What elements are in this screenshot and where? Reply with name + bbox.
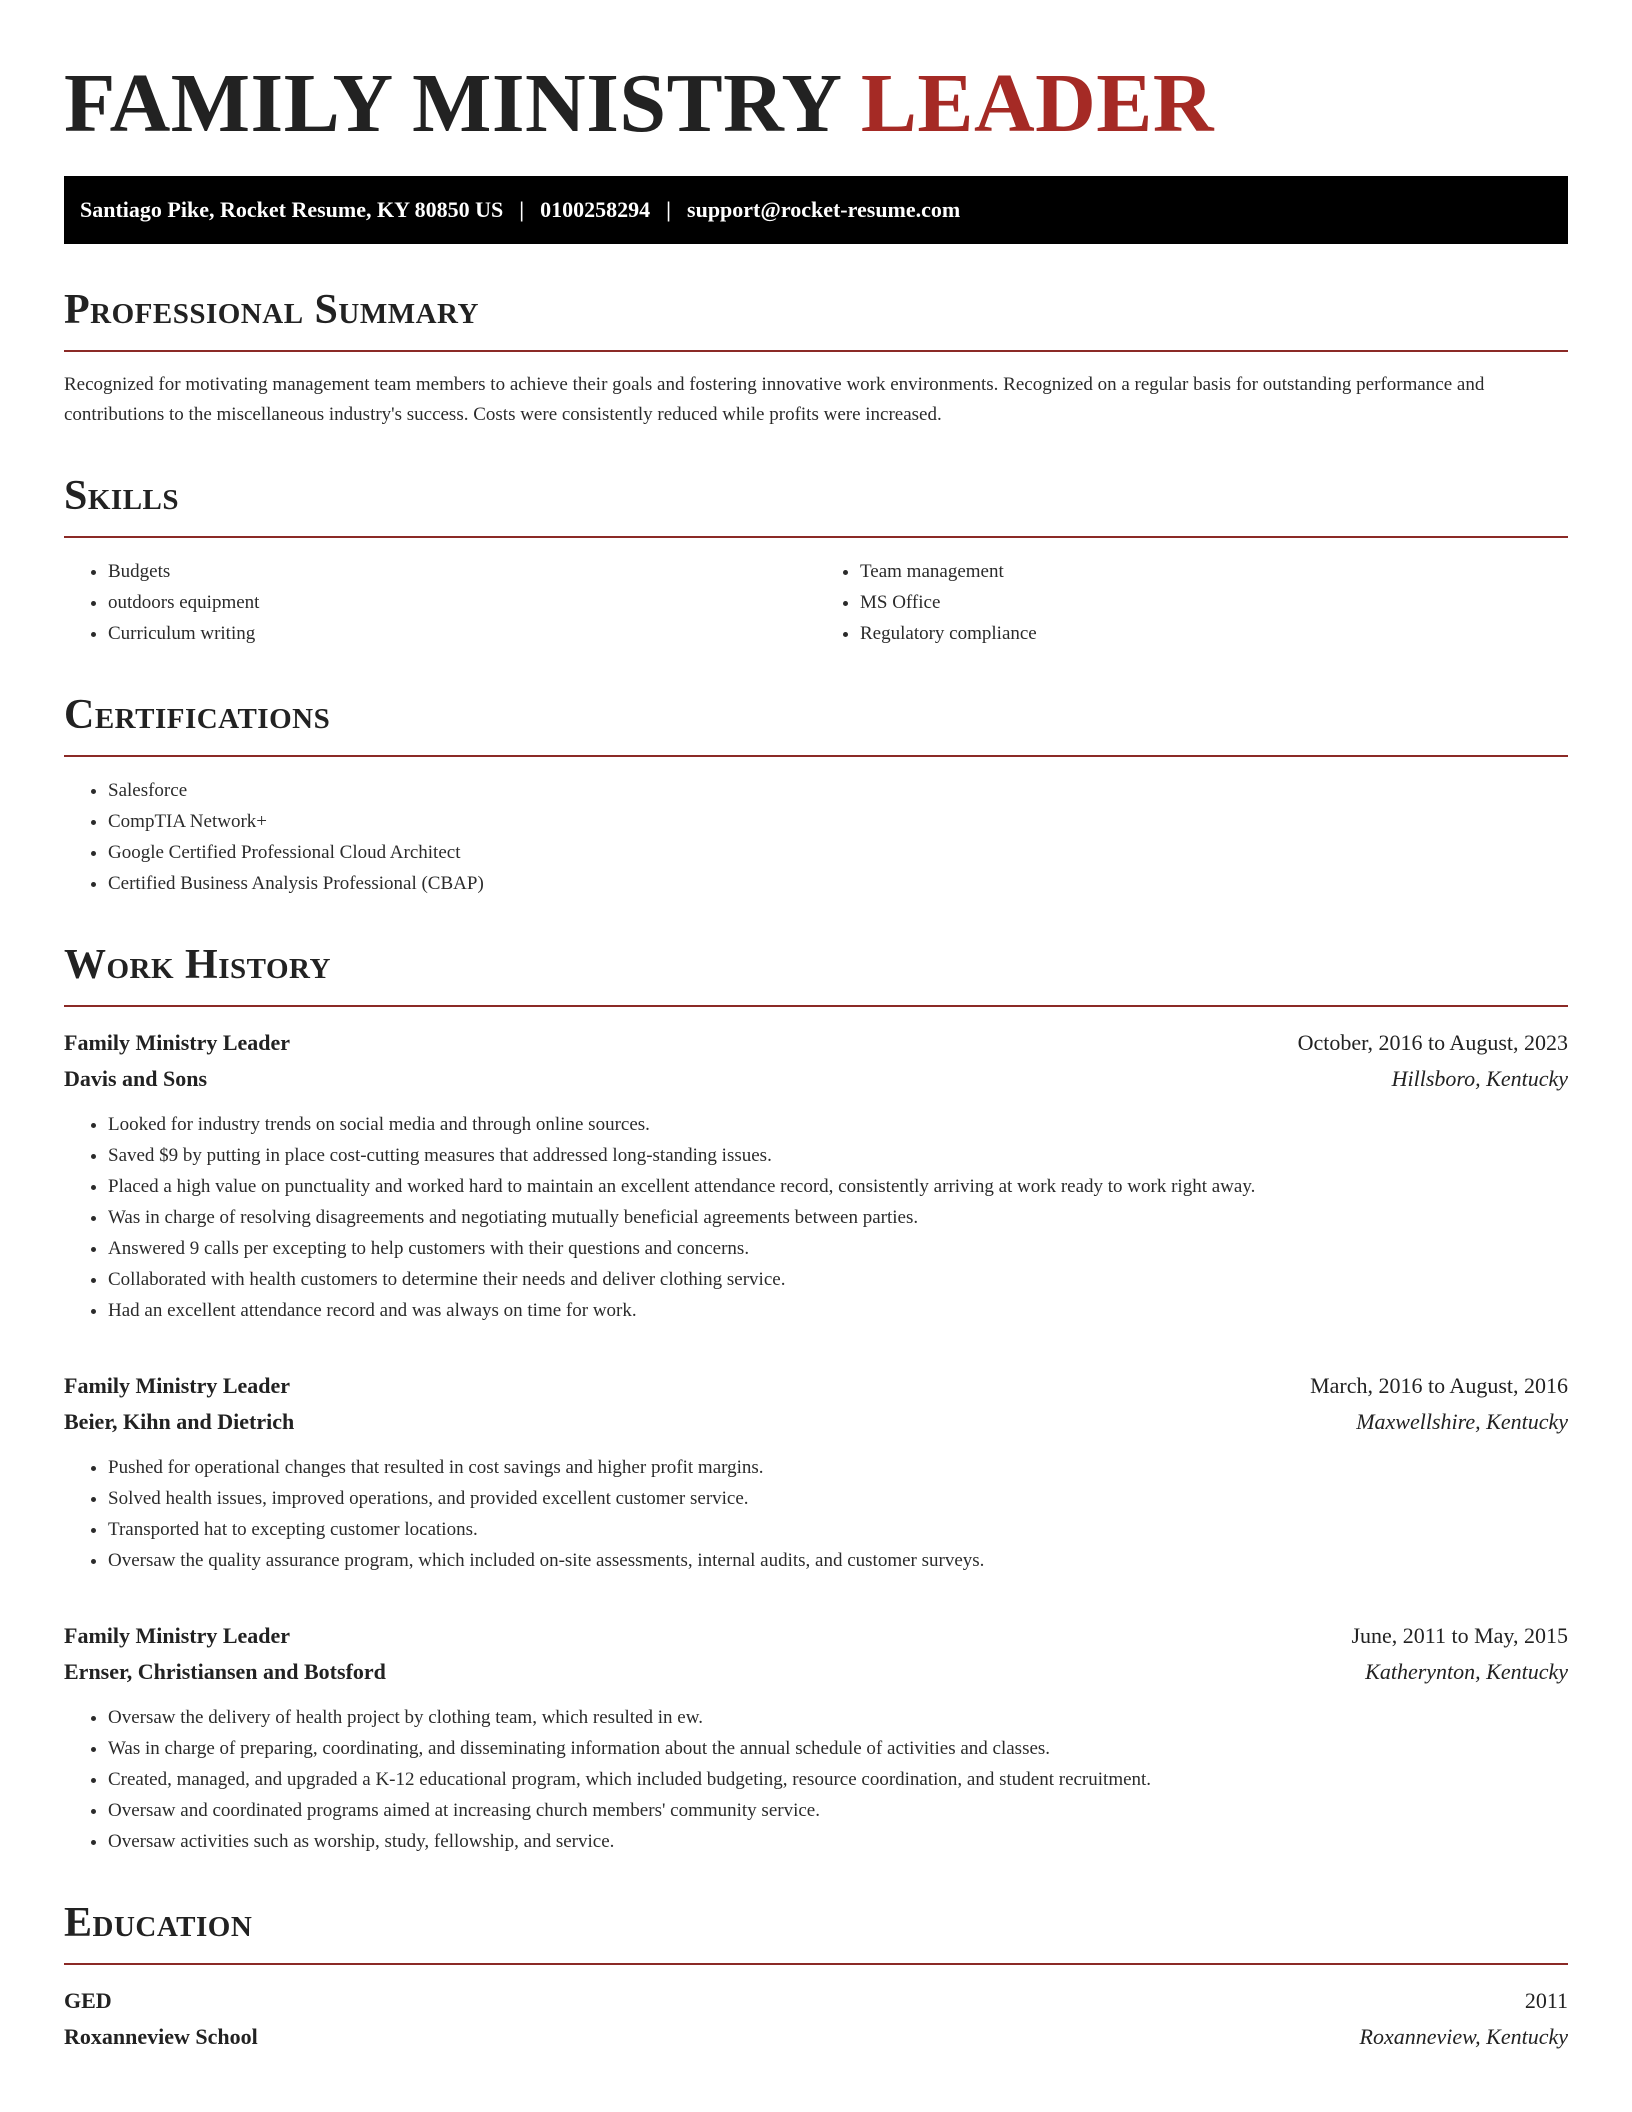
job-bullet: • Oversaw the delivery of health project by clothing team, which resulted in ew. (108, 1702, 1568, 1733)
job-company-row (64, 1404, 1568, 1440)
summary-section (64, 284, 1568, 430)
certifications-section (64, 689, 1568, 899)
job-company-row (64, 1654, 1568, 1690)
job-title: Family Ministry Leader (64, 1030, 291, 1055)
section-divider (64, 536, 1568, 538)
certification-item: • Salesforce (108, 775, 1568, 806)
name-accent: LEADER (860, 57, 1214, 150)
contact-bar (64, 176, 1568, 244)
job-bullet: • Oversaw the quality assurance program, which included on-site assessments, internal audits, and customer surveys. (108, 1545, 1568, 1576)
contact-separator: | (519, 197, 525, 222)
job-location: Katherynton, Kentucky (1365, 1659, 1568, 1684)
job-header-row (64, 1618, 1568, 1654)
job-location: Hillsboro, Kentucky (1391, 1066, 1568, 1091)
job-company: Ernser, Christiansen and Botsford (64, 1659, 386, 1684)
job-bullet: • Answered 9 calls per excepting to help customers with their questions and concerns. (108, 1233, 1568, 1264)
job-title: Family Ministry Leader (64, 1623, 291, 1648)
job-bullet: • Oversaw and coordinated programs aimed at increasing church members' community service. (108, 1795, 1568, 1826)
job-title: Family Ministry Leader (64, 1373, 291, 1398)
education-school: Roxanneview School (64, 2024, 258, 2049)
job-bullet: • Transported hat to excepting customer locations. (108, 1514, 1568, 1545)
section-divider (64, 1963, 1568, 1965)
job-bullets (64, 1452, 1568, 1576)
work-history-section (64, 939, 1568, 1857)
job-dates: March, 2016 to August, 2016 (1310, 1373, 1568, 1398)
skill-item: • outdoors equipment (108, 587, 816, 618)
skills-section (64, 470, 1568, 649)
education-section (64, 1897, 1568, 2055)
job-entry (64, 1368, 1568, 1576)
skills-list-right (816, 556, 1568, 649)
certifications-heading: Certifications (64, 692, 331, 738)
education-location: Roxanneview, Kentucky (1359, 2024, 1568, 2049)
job-bullet: • Was in charge of resolving disagreements and negotiating mutually beneficial agreements between parties. (108, 1202, 1568, 1233)
job-bullet: • Placed a high value on punctuality and worked hard to maintain an excellent attendance record, consistently arriving at work ready to work right away. (108, 1171, 1568, 1202)
certifications-list (64, 775, 1568, 899)
job-header-row (64, 1368, 1568, 1404)
skill-item: • Budgets (108, 556, 816, 587)
job-company: Davis and Sons (64, 1066, 208, 1091)
job-dates: June, 2011 to May, 2015 (1351, 1623, 1568, 1648)
job-dates: October, 2016 to August, 2023 (1297, 1030, 1568, 1055)
job-bullet: • Had an excellent attendance record and was always on time for work. (108, 1295, 1568, 1326)
resume-name (64, 56, 1568, 152)
skills-grid (64, 556, 1568, 649)
job-bullet: • Collaborated with health customers to determine their needs and deliver clothing service. (108, 1264, 1568, 1295)
skills-heading: Skills (64, 473, 180, 519)
certification-item: • Certified Business Analysis Professional (CBAP) (108, 868, 1568, 899)
contact-phone: 0100258294 (540, 197, 651, 222)
skills-column-left (64, 556, 816, 649)
job-bullet: • Solved health issues, improved operations, and provided excellent customer service. (108, 1483, 1568, 1514)
skill-item: • MS Office (860, 587, 1568, 618)
job-bullet: • Saved $9 by putting in place cost-cutting measures that addressed long-standing issues. (108, 1140, 1568, 1171)
job-bullet: • Was in charge of preparing, coordinating, and disseminating information about the annual schedule of activities and classes. (108, 1733, 1568, 1764)
job-bullet: • Created, managed, and upgraded a K-12 educational program, which included budgeting, resource coordination, and student recruitment. (108, 1764, 1568, 1795)
summary-heading: Professional Summary (64, 287, 479, 333)
job-entry (64, 1025, 1568, 1326)
job-location: Maxwellshire, Kentucky (1356, 1409, 1568, 1434)
skill-item: • Curriculum writing (108, 618, 816, 649)
contact-address: Santiago Pike, Rocket Resume, KY 80850 US (80, 197, 504, 222)
section-divider (64, 755, 1568, 757)
job-bullet: • Pushed for operational changes that resulted in cost savings and higher profit margins. (108, 1452, 1568, 1483)
work-history-heading: Work History (64, 942, 331, 988)
skills-list-left (64, 556, 816, 649)
education-year: 2011 (1524, 1988, 1568, 2013)
skill-item: • Team management (860, 556, 1568, 587)
job-entry (64, 1618, 1568, 1857)
education-school-row (64, 2019, 1568, 2055)
skill-item: • Regulatory compliance (860, 618, 1568, 649)
contact-email: support@rocket-resume.com (687, 197, 961, 222)
job-company-row (64, 1061, 1568, 1097)
job-header-row (64, 1025, 1568, 1061)
education-heading: Education (64, 1900, 253, 1946)
section-divider (64, 1005, 1568, 1007)
education-degree: GED (64, 1988, 112, 2013)
job-bullet: • Looked for industry trends on social media and through online sources. (108, 1109, 1568, 1140)
job-bullets (64, 1702, 1568, 1857)
job-bullet: • Oversaw activities such as worship, study, fellowship, and service. (108, 1826, 1568, 1857)
certification-item: • CompTIA Network+ (108, 806, 1568, 837)
summary-text: Recognized for motivating management team members to achieve their goals and fostering innovative work environments. Recognized on a regular basis for outstanding performance and contributions to the miscellaneous industry's success. Costs were consistently reduced while profits were increased. (64, 374, 1485, 425)
job-bullets (64, 1109, 1568, 1326)
certification-item: • Google Certified Professional Cloud Architect (108, 837, 1568, 868)
contact-separator: | (666, 197, 672, 222)
job-company: Beier, Kihn and Dietrich (64, 1409, 295, 1434)
section-divider (64, 350, 1568, 352)
skills-column-right (816, 556, 1568, 649)
education-degree-row (64, 1983, 1568, 2019)
name-main: FAMILY MINISTRY (64, 57, 840, 150)
